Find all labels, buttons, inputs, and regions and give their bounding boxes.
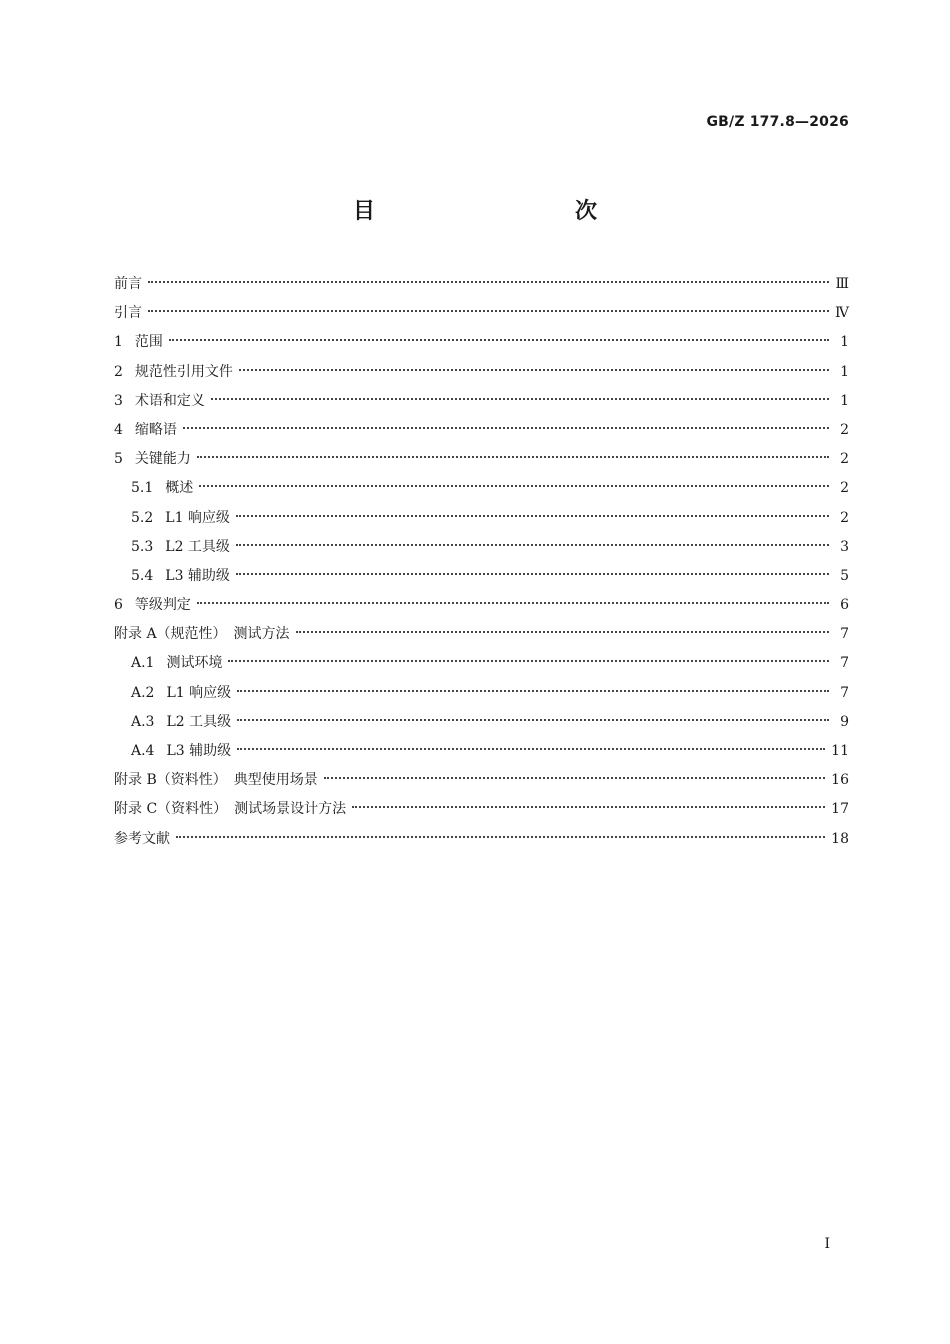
- toc-entry-label: [114, 387, 205, 416]
- toc-entry-text: 附录 B（资料性） 典型使用场景: [114, 772, 318, 789]
- toc-entry-page: 1: [840, 363, 849, 380]
- toc-entry[interactable]: [114, 387, 849, 416]
- toc-entry-label: [131, 533, 230, 562]
- toc-entry-page: 7: [840, 655, 849, 672]
- dot-leader: [197, 602, 829, 604]
- toc-entry-number: 5.1: [131, 480, 154, 497]
- dot-leader: [237, 719, 829, 721]
- toc-entry-text: L3 辅助级: [166, 743, 232, 759]
- toc-entry[interactable]: [114, 474, 849, 503]
- toc-entry-label: [131, 562, 230, 591]
- toc-entry-text: 参考文献: [114, 830, 170, 847]
- dot-leader: [183, 427, 829, 429]
- toc-entry-text: 关键能力: [134, 451, 191, 468]
- toc-entry-text: 等级判定: [134, 597, 191, 614]
- toc-entry-page: Ⅳ: [835, 305, 849, 322]
- toc-entry-text: 前言: [114, 276, 142, 292]
- toc-entry-page: 2: [840, 451, 849, 468]
- toc-entry-label: [114, 328, 163, 357]
- toc-entry-page: 3: [840, 538, 849, 555]
- toc-entry[interactable]: [114, 737, 849, 766]
- toc-entry-page: 2: [840, 480, 849, 497]
- toc-entry-page: 6: [840, 597, 849, 614]
- toc-entry-number: A.2: [131, 684, 155, 701]
- toc-entry-text: L2 工具级: [165, 538, 230, 555]
- toc-entry[interactable]: [114, 708, 849, 737]
- toc-entry[interactable]: [114, 299, 849, 328]
- toc-entry-label: [114, 445, 191, 474]
- toc-entry-number: A.4: [131, 743, 155, 759]
- toc-entry-page: 2: [840, 509, 849, 526]
- toc-entry-text: 概述: [165, 480, 194, 497]
- dot-leader: [236, 573, 829, 575]
- dot-leader: [148, 310, 829, 312]
- toc-entry-page: 7: [840, 684, 849, 701]
- toc-entry-page: 5: [840, 567, 849, 584]
- toc-entry-number: 6: [114, 597, 123, 614]
- toc-entry-label: [114, 416, 177, 445]
- dot-leader: [296, 631, 829, 633]
- toc-entry-text: 测试环境: [166, 655, 223, 672]
- toc-entry-label: [131, 649, 222, 678]
- toc-entry-label: [131, 474, 193, 503]
- toc-entry-label: [114, 299, 142, 328]
- toc-entry-page: 1: [840, 334, 849, 351]
- toc-entry-label: [114, 591, 191, 620]
- toc-entry-text: 附录 C（资料性） 测试场景设计方法: [114, 801, 347, 818]
- toc-entry-text: 规范性引用文件: [134, 363, 233, 380]
- toc-entry[interactable]: [114, 358, 849, 387]
- toc-entry-page: 18: [831, 830, 849, 847]
- table-of-contents: [114, 270, 849, 854]
- toc-entry-number: A.1: [131, 655, 155, 672]
- toc-entry-number: 2: [114, 363, 123, 380]
- toc-entry[interactable]: [114, 766, 849, 795]
- toc-entry-text: 引言: [114, 305, 142, 322]
- dot-leader: [237, 690, 829, 692]
- toc-entry[interactable]: [114, 270, 849, 299]
- toc-entry-text: 缩略语: [134, 421, 177, 438]
- dot-leader: [237, 748, 825, 750]
- toc-entry-text: 范围: [134, 334, 163, 351]
- dot-leader: [199, 485, 829, 487]
- dot-leader: [228, 660, 829, 662]
- toc-entry-text: 术语和定义: [134, 392, 205, 409]
- dot-leader: [176, 836, 825, 838]
- toc-entry-page: 2: [840, 421, 849, 438]
- toc-entry-number: 4: [114, 421, 123, 438]
- toc-entry[interactable]: [114, 795, 849, 824]
- dot-leader: [236, 544, 829, 546]
- page-number: I: [824, 1236, 830, 1252]
- toc-entry[interactable]: [114, 416, 849, 445]
- toc-entry-text: 附录 A（规范性） 测试方法: [114, 626, 290, 643]
- standard-number: GB/Z 177.8—2026: [706, 114, 849, 130]
- toc-entry-number: 3: [114, 392, 123, 409]
- toc-entry-number: A.3: [131, 713, 155, 730]
- toc-entry[interactable]: [114, 445, 849, 474]
- toc-entry[interactable]: [114, 679, 849, 708]
- toc-entry-text: L1 响应级: [165, 509, 230, 526]
- dot-leader: [236, 515, 829, 517]
- toc-entry-page: 11: [831, 743, 849, 759]
- toc-entry-label: [114, 270, 142, 299]
- toc-entry-number: 1: [114, 334, 123, 351]
- toc-entry-label: [114, 825, 170, 854]
- toc-entry-text: L3 辅助级: [165, 567, 230, 584]
- toc-entry[interactable]: [114, 562, 849, 591]
- toc-entry-number: 5.3: [131, 538, 154, 555]
- dot-leader: [211, 398, 829, 400]
- toc-entry[interactable]: [114, 328, 849, 357]
- toc-entry-text: L1 响应级: [166, 684, 232, 701]
- toc-entry-label: [131, 679, 231, 708]
- toc-entry-page: 16: [831, 772, 849, 789]
- toc-entry-label: [131, 708, 231, 737]
- toc-entry-page: 7: [840, 626, 849, 643]
- toc-entry-page: 9: [840, 713, 849, 730]
- toc-entry-label: [114, 795, 346, 824]
- dot-leader: [169, 339, 829, 341]
- toc-entry-label: [131, 737, 231, 766]
- dot-leader: [239, 369, 829, 371]
- dot-leader: [148, 281, 829, 283]
- toc-entry[interactable]: [114, 825, 849, 854]
- toc-entry-label: [131, 504, 230, 533]
- toc-entry[interactable]: [114, 649, 849, 678]
- toc-entry-number: 5: [114, 451, 123, 468]
- toc-entry-page: Ⅲ: [835, 276, 849, 292]
- dot-leader: [352, 806, 825, 808]
- dot-leader: [197, 456, 829, 458]
- toc-entry-page: 17: [831, 801, 849, 818]
- toc-entry[interactable]: [114, 504, 849, 533]
- toc-entry-page: 1: [840, 392, 849, 409]
- toc-entry-number: 5.2: [131, 509, 154, 526]
- toc-title: 目 次: [352, 199, 649, 224]
- toc-entry[interactable]: [114, 620, 849, 649]
- toc-entry-label: [114, 766, 318, 795]
- toc-entry-text: L2 工具级: [166, 713, 232, 730]
- toc-entry-label: [114, 620, 290, 649]
- toc-entry[interactable]: [114, 591, 849, 620]
- dot-leader: [324, 777, 825, 779]
- toc-entry[interactable]: [114, 533, 849, 562]
- toc-entry-label: [114, 358, 233, 387]
- toc-entry-number: 5.4: [131, 567, 154, 584]
